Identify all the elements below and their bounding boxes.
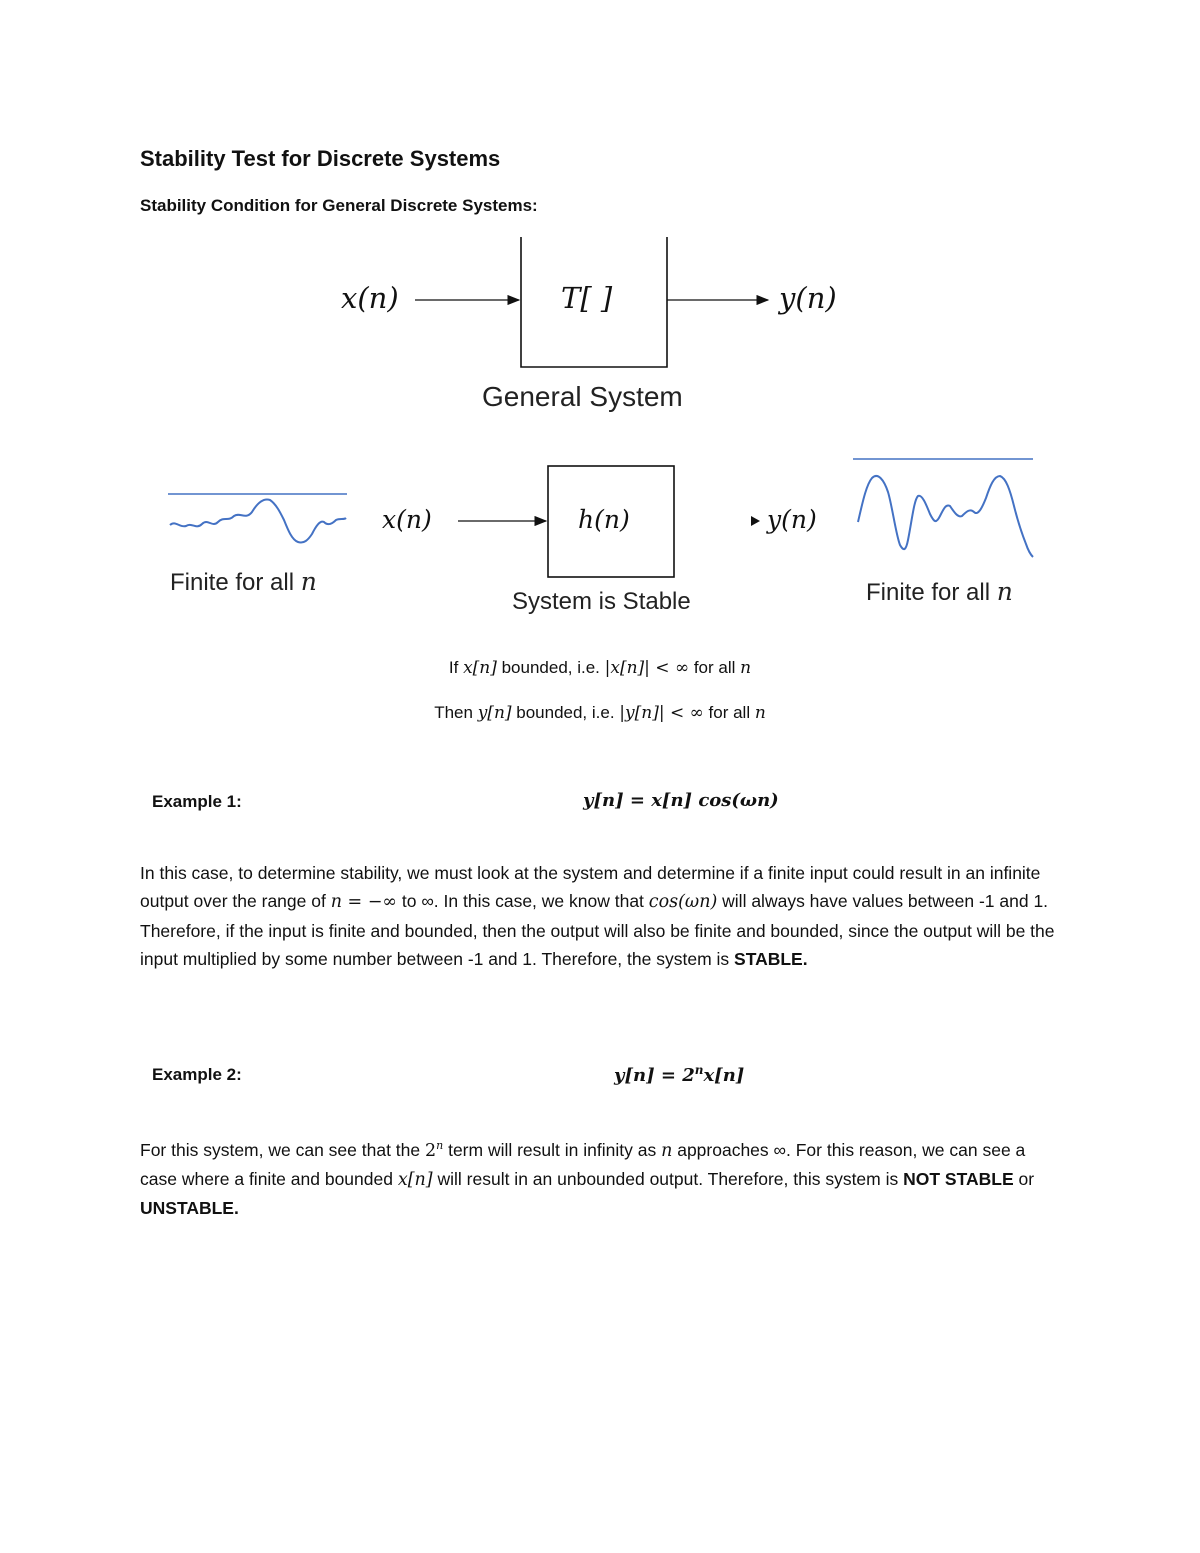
output-label: y(n) <box>779 281 837 315</box>
output-finite-caption: Finite for all n <box>866 577 1013 606</box>
output-arrowhead <box>751 516 760 526</box>
input-finite-caption: Finite for all n <box>170 567 317 596</box>
example-2-label: Example 2: <box>152 1065 242 1084</box>
example-1-equation: y[n] = x[n] cos(ωn) <box>583 790 779 811</box>
example-2-explanation: For this system, we can see that the 2$^n$ term will result in infinity as n approaches ∞. For this reason, we can see a case where a finite and bounded x[n] will result in an unbounded output. Therefore, this system is NOT STABLE or UNSTABLE. <box>140 1139 1035 1219</box>
example-2-equation: $y[n] = 2^nx[n]$ <box>614 1063 745 1086</box>
input-signal-wave <box>170 500 346 543</box>
output-signal-wave <box>858 476 1033 557</box>
example-1-label: Example 1: <box>152 792 242 811</box>
impulse-response-label: h(n) <box>578 505 630 534</box>
page-title: Stability Test for Discrete Systems <box>140 146 501 171</box>
example-1-explanation: In this case, to determine stability, we must look at the system and determine if a finite input could result in an infinite output over the range of n = −∞ to ∞. In this case, we know that cos(ωn) will always have values between -1 and 1. Therefore, if the input is finite and bounded, then the output will also be finite and bounded, since the output will be the input multiplied by some number between -1 and 1. Therefore, the system is STABLE. <box>140 863 1055 969</box>
bounded-input-condition: If x[n] bounded, i.e. |x[n]| < ∞ for all n <box>448 658 752 678</box>
stable-system-caption: System is Stable <box>512 588 691 615</box>
section-heading: Stability Condition for General Discrete Systems: <box>140 196 538 215</box>
output-label-2: y(n) <box>767 505 817 534</box>
input-label: x(n) <box>341 281 399 315</box>
block-diagram-graphics <box>0 0 1200 640</box>
system-operator-label: T[ ] <box>561 281 613 315</box>
input-label-2: x(n) <box>382 505 432 534</box>
general-system-caption: General System <box>482 381 683 412</box>
bounded-output-condition: Then y[n] bounded, i.e. |y[n]| < ∞ for all n <box>434 703 766 723</box>
